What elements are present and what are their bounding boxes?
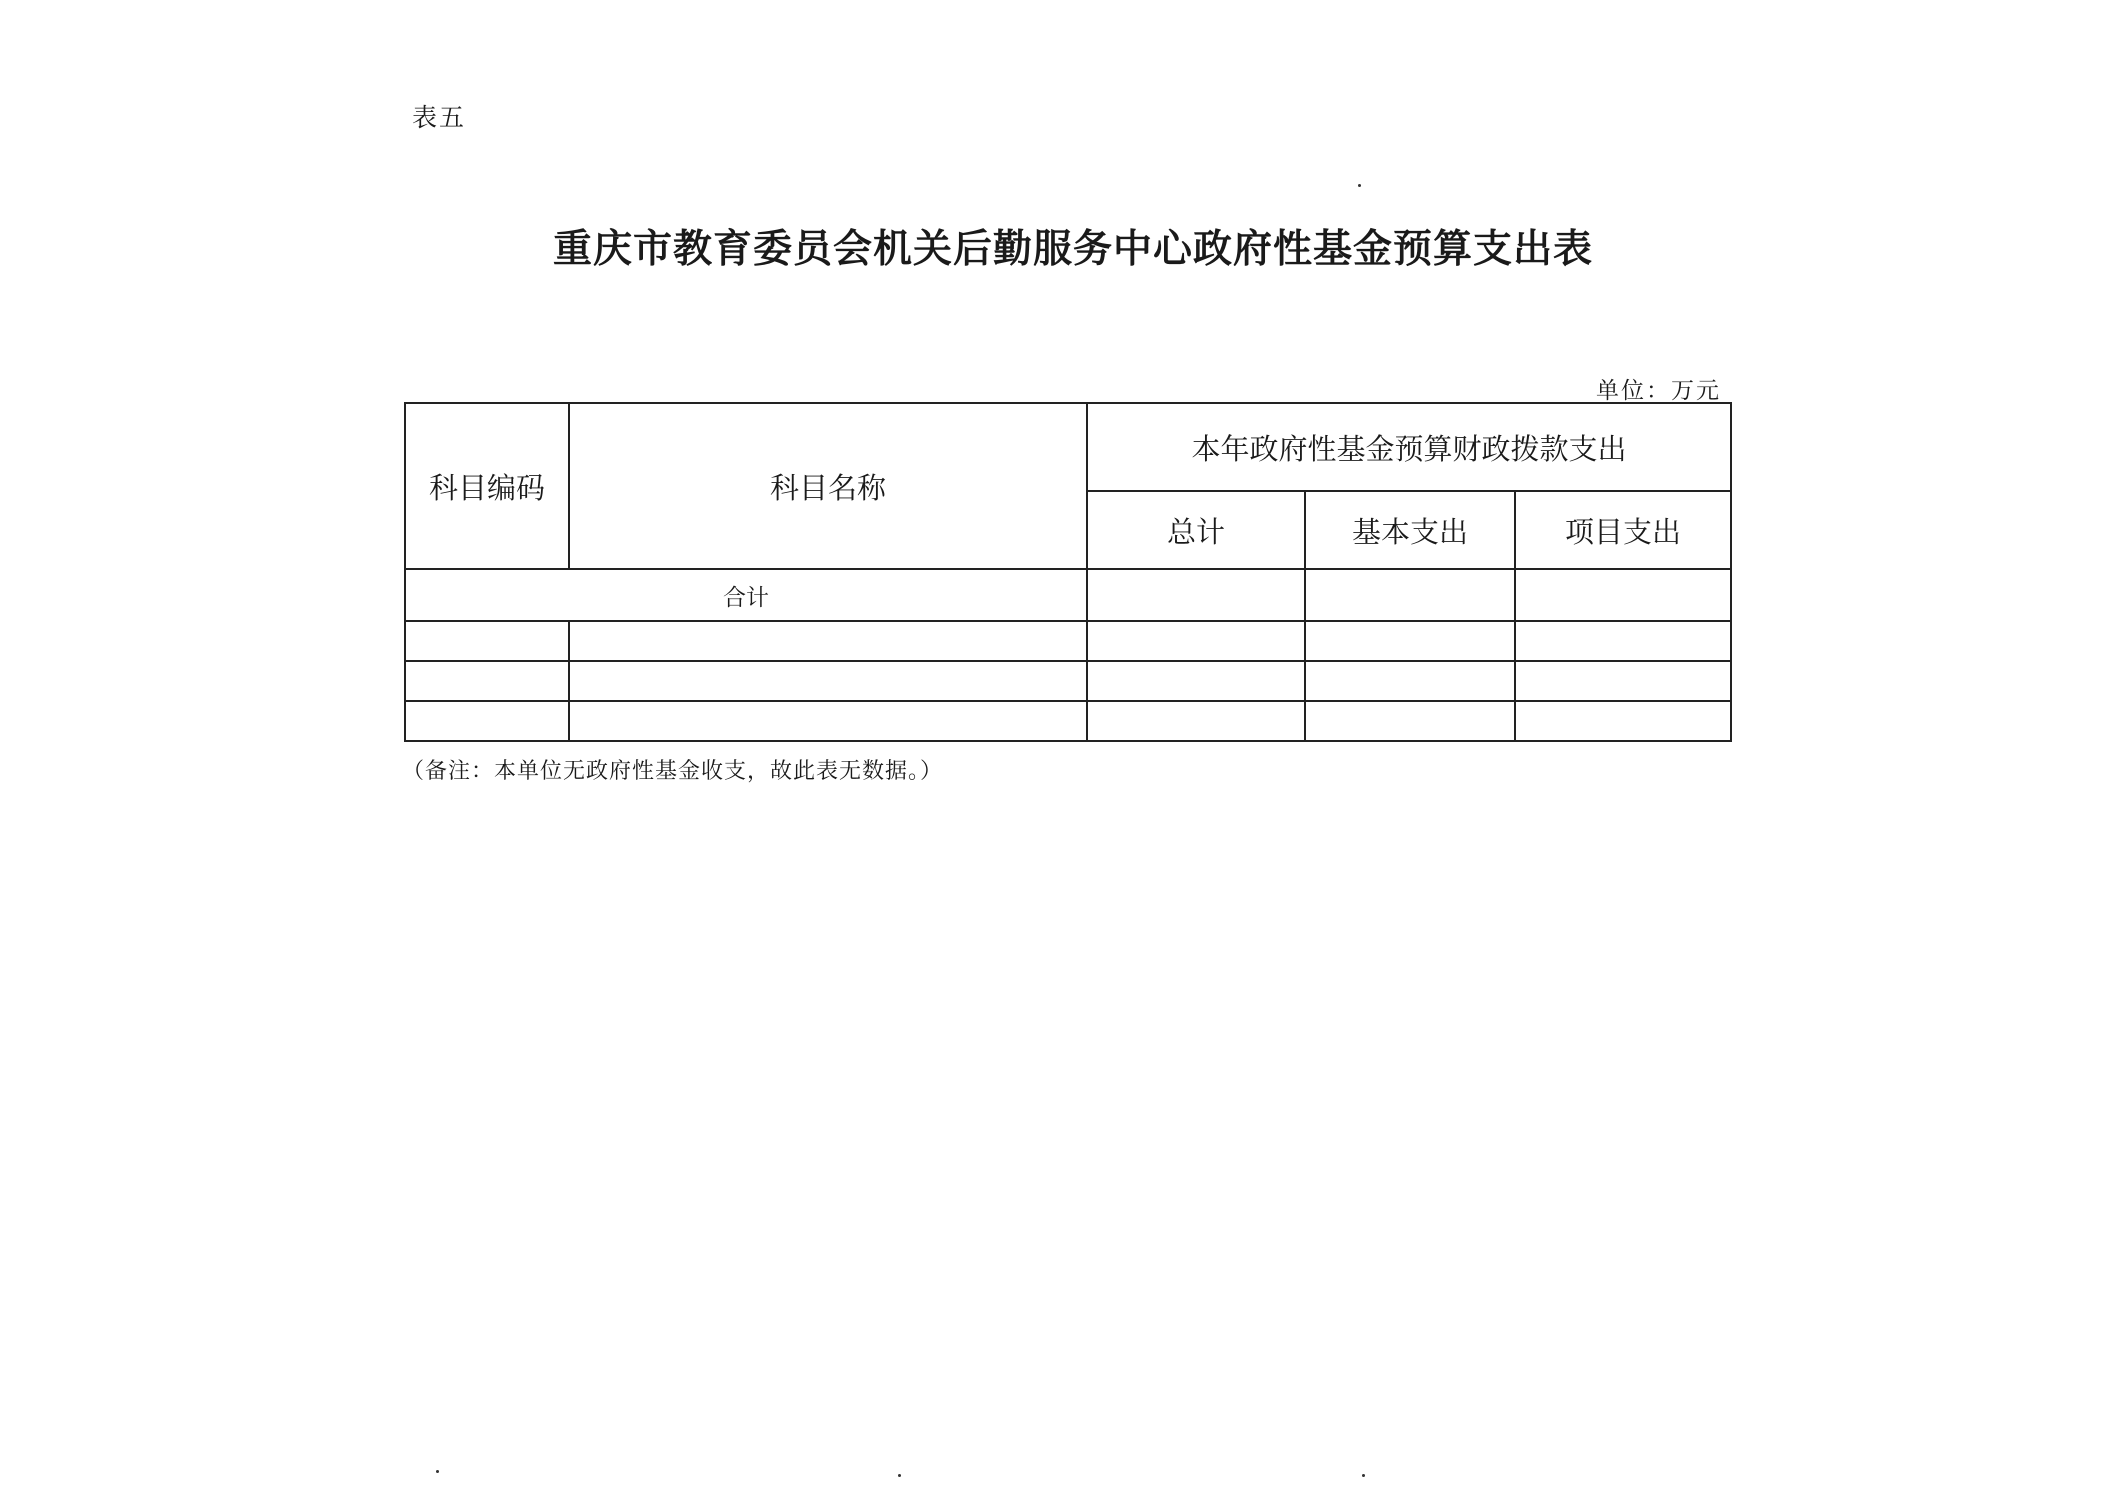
cell-total (1087, 661, 1305, 701)
total-row-label: 合计 (405, 569, 1087, 621)
cell-total (1087, 701, 1305, 741)
scan-speck (1358, 184, 1361, 187)
total-row-total (1087, 569, 1305, 621)
header-subject-name: 科目名称 (569, 403, 1087, 569)
table-row (405, 621, 1731, 661)
cell-project (1515, 621, 1731, 661)
document-title: 重庆市教育委员会机关后勤服务中心政府性基金预算支出表 (552, 226, 1593, 272)
cell-code (405, 621, 569, 661)
cell-name (569, 621, 1087, 661)
cell-basic (1305, 661, 1515, 701)
header-fund-expenditure-group: 本年政府性基金预算财政拨款支出 (1087, 403, 1731, 491)
budget-table (404, 402, 1732, 742)
table-row (405, 701, 1731, 741)
scan-speck (1362, 1474, 1365, 1477)
cell-code (405, 661, 569, 701)
total-row-project (1515, 569, 1731, 621)
scan-speck (436, 1470, 439, 1473)
scan-speck (898, 1474, 901, 1477)
cell-code (405, 701, 569, 741)
cell-name (569, 661, 1087, 701)
table-row (405, 661, 1731, 701)
table-number-label: 表五 (412, 103, 467, 132)
header-total: 总计 (1087, 491, 1305, 569)
cell-basic (1305, 621, 1515, 661)
cell-project (1515, 661, 1731, 701)
total-row-basic (1305, 569, 1515, 621)
total-row (405, 569, 1731, 621)
unit-label: 单位：万元 (1596, 378, 1721, 404)
cell-total (1087, 621, 1305, 661)
header-project-expenditure: 项目支出 (1515, 491, 1731, 569)
header-row-1 (405, 403, 1731, 491)
cell-project (1515, 701, 1731, 741)
cell-basic (1305, 701, 1515, 741)
header-basic-expenditure: 基本支出 (1305, 491, 1515, 569)
footnote: （备注：本单位无政府性基金收支，故此表无数据。） (402, 759, 944, 784)
cell-name (569, 701, 1087, 741)
header-subject-code: 科目编码 (405, 403, 569, 569)
